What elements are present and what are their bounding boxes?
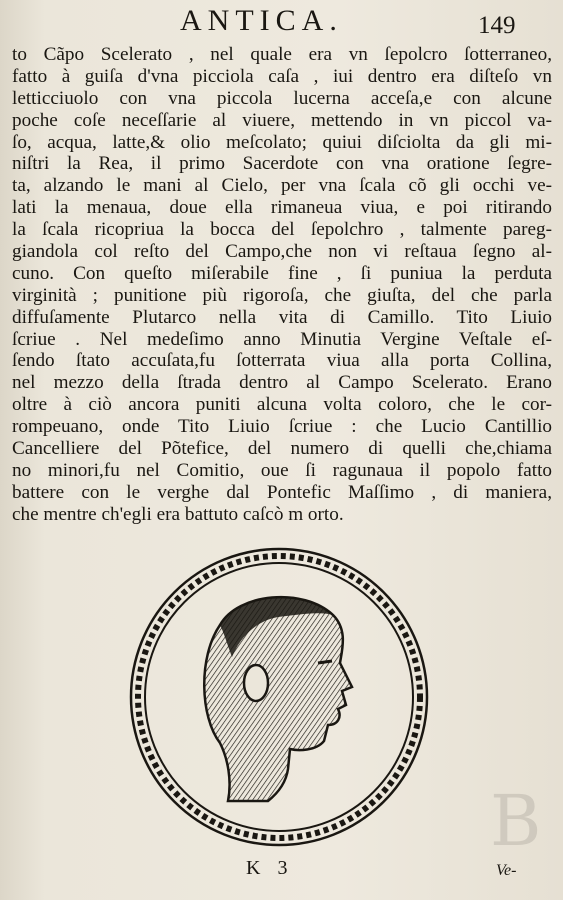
page-title: ANTICA. xyxy=(180,4,343,37)
text-line: la ſcala ricopriua la bocca del ſepolchro , talmente pareg- xyxy=(12,219,552,241)
ear xyxy=(244,665,268,701)
text-line: diffuſamente Plutarco nella vita di Camillo. Tito Liuio xyxy=(12,306,552,328)
text-line: virginità ; punitione più rigoroſa, che giuſta, del che parla xyxy=(12,284,552,306)
text-line: ſo, acqua, latte,& olio meſcolato; quiui diſciolta da gli mi- xyxy=(12,131,552,153)
text-line: fatto à guiſa d'vna picciola caſa , iui dentro era diſteſo vn xyxy=(12,65,552,87)
text-line: ta, alzando le mani al Cielo, per vna ſcala cõ gli occhi ve- xyxy=(12,175,552,197)
show-through-initial: B xyxy=(490,780,542,862)
text-line: nel mezzo della ſtrada dentro al Campo Scelerato. Erano xyxy=(12,372,552,394)
text-line: ſendo ſtato accuſata,fu ſotterrata viua alla porta Collina, xyxy=(12,350,552,372)
text-line: letticciuolo con vna piccola lucerna acceſa,e con alcune xyxy=(12,87,552,109)
text-line: poche coſe neceſſarie al viuere, mettendo in vn piccol va- xyxy=(12,109,552,131)
text-line: lati la menaua, doue ella rimaneua viua, e poi ritirando xyxy=(12,197,552,219)
text-line: cuno. Con queſto miſerabile fine , ſi puniua la perduta xyxy=(12,262,552,284)
text-line: Cancelliere del Põtefice, del numero di quelli che,chiama xyxy=(12,438,552,460)
text-line: niſtri la Rea, il primo Sacerdote con vna oratione ſegre- xyxy=(12,153,552,175)
body-text xyxy=(12,44,552,526)
text-line: to Cãpo Scelerato , nel quale era vn ſepolcro ſotterraneo, xyxy=(12,44,552,65)
signature-mark: K 3 xyxy=(246,857,294,879)
portrait-medallion xyxy=(128,545,430,849)
text-line: giandola col reſto del Campo,che non vi reſtaua ſegno al- xyxy=(12,241,552,263)
running-head xyxy=(0,2,563,42)
page-number: 149 xyxy=(478,12,516,39)
text-line: no minori,fu nel Comitio, oue ſi ragunaua il popolo fatto xyxy=(12,459,552,481)
text-line: oltre à ciò ancora puniti alcuna volta coloro, che le cor- xyxy=(12,394,552,416)
text-line: ſcriue . Nel medeſimo anno Minutia Vergine Veſtale eſ- xyxy=(12,328,552,350)
text-line: battere con le verghe dal Pontefic Maſſimo , di maniera, xyxy=(12,481,552,503)
text-line: rompeuano, onde Tito Liuio ſcriue : che Lucio Cantillio xyxy=(12,416,552,438)
text-line: che mentre ch'egli era battuto caſcò m orto. xyxy=(12,503,344,525)
eye xyxy=(318,661,332,663)
catchword: Ve- xyxy=(496,862,517,879)
